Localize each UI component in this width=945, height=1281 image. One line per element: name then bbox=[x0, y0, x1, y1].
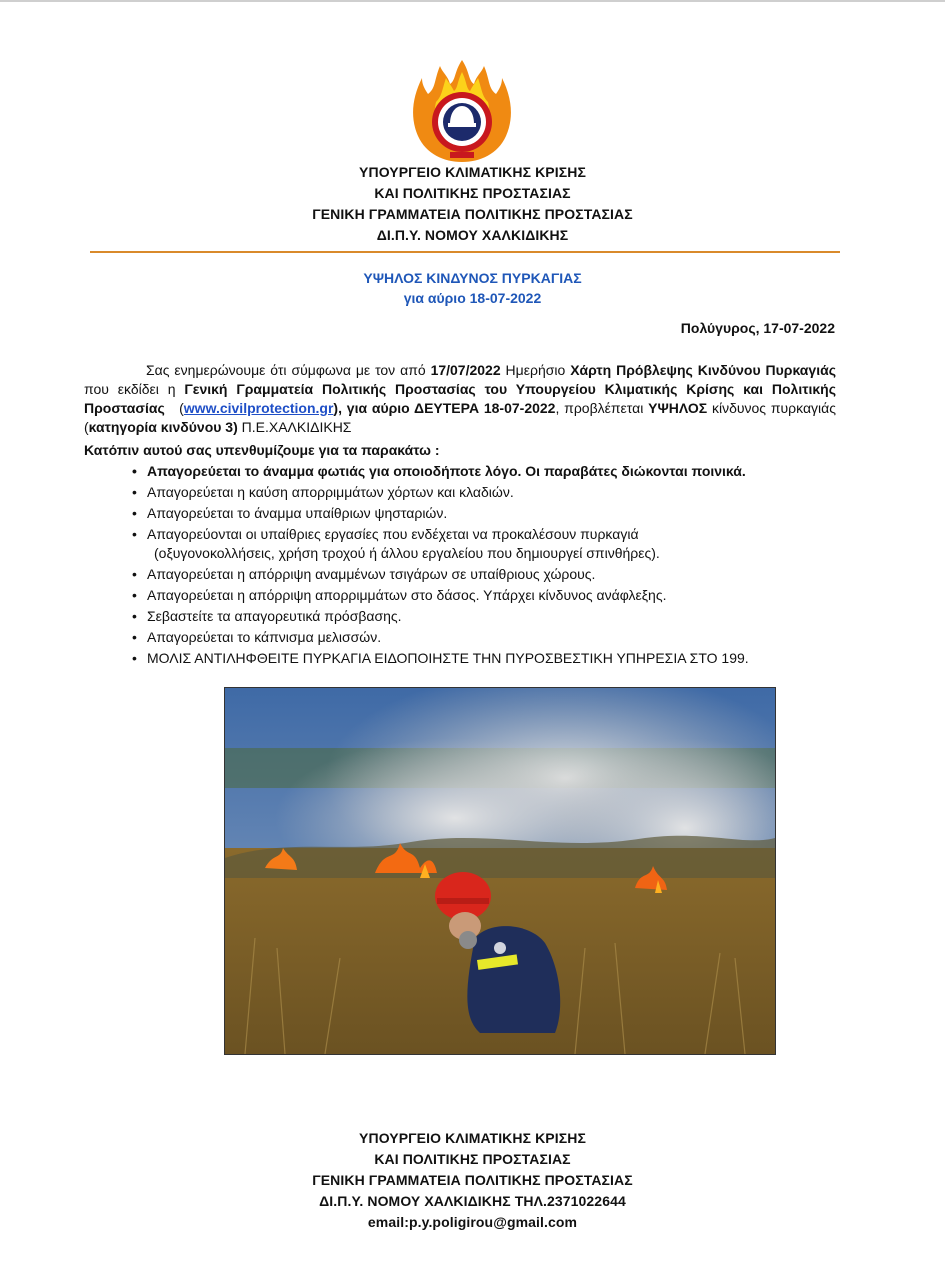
list-item-text: Απαγορεύονται οι υπαίθριες εργασίες που ενδέχεται να προκαλέσουν πυρκαγιά bbox=[147, 526, 639, 542]
para-text-2: Ημερήσιο bbox=[500, 362, 571, 378]
list-item: • ΜΟΛΙΣ ΑΝΤΙΛΗΦΘΕΙΤΕ ΠΥΡΚΑΓΙΑ ΕΙΔΟΠΟΙΗΣΤΕ ΤΗΝ ΠΥΡΟΣΒΕΣΤΙΚΗ ΥΠΗΡΕΣΙΑ ΣΤΟ 199. bbox=[130, 649, 850, 668]
civil-protection-flame-emblem-icon bbox=[410, 58, 514, 164]
para-text-6: , προβλέπεται bbox=[555, 400, 649, 416]
para-text-7: κίνδυνος πυρκαγιάς ( bbox=[84, 400, 837, 435]
para-map: Χάρτη Πρόβλεψης Κινδύνου Πυρκαγιάς bbox=[570, 362, 836, 378]
footer-ministry: ΥΠΟΥΡΓΕΙΟ ΚΛΙΜΑΤΙΚΗΣ ΚΡΙΣΗΣ bbox=[359, 1130, 586, 1146]
footer-block bbox=[0, 1128, 945, 1233]
header-directorate: ΔΙ.Π.Υ. ΝΟΜΟΥ ΧΑΛΚΙΔΙΚΗΣ bbox=[376, 227, 569, 243]
rules-list bbox=[130, 462, 850, 670]
header-block bbox=[0, 162, 945, 246]
header-ministry: ΥΠΟΥΡΓΕΙΟ ΚΛΙΜΑΤΙΚΗΣ ΚΡΙΣΗΣ bbox=[359, 164, 586, 180]
alert-subtitle: για αύριο 18-07-2022 bbox=[403, 290, 542, 306]
para-text-3: που εκδίδει η bbox=[84, 381, 185, 397]
firefighter-photo bbox=[224, 687, 776, 1055]
para-level: ΥΨΗΛΟΣ bbox=[648, 400, 708, 416]
para-text-8: Π.Ε.ΧΑΛΚΙΔΙΚΗΣ bbox=[237, 419, 352, 435]
civilprotection-link[interactable]: www.civilprotection.gr bbox=[183, 400, 334, 416]
footer-secretariat: ΓΕΝΙΚΗ ΓΡΑΜΜΑΤΕΙΑ ΠΟΛΙΤΙΚΗΣ ΠΡΟΣΤΑΣΙΑΣ bbox=[312, 1172, 633, 1188]
list-item: • Σεβαστείτε τα απαγορευτικά πρόσβασης. bbox=[130, 607, 850, 626]
list-item: • Απαγορεύεται το άναμμα φωτιάς για οποιοδήποτε λόγο. Οι παραβάτες διώκονται ποινικά. bbox=[130, 462, 850, 481]
list-item: • Απαγορεύεται η απόρριψη απορριμμάτων στο δάσος. Υπάρχει κίνδυνος ανάφλεξης. bbox=[130, 586, 850, 605]
list-item bbox=[130, 525, 850, 563]
para-gsp: Γενική Γραμματεία Πολιτικής Προστασίας του Υπουργείου Κλιματικής Κρίσης και Πολιτικής Προστασίας bbox=[84, 381, 836, 416]
list-item: • Απαγορεύεται η καύση απορριμμάτων χόρτων και κλαδιών. bbox=[130, 483, 850, 502]
top-border bbox=[0, 0, 945, 2]
list-item: • Απαγορεύεται το άναμμα υπαίθριων ψησταριών. bbox=[130, 504, 850, 523]
para-text-1: Σας ενημερώνουμε ότι σύμφωνα με τον από bbox=[146, 362, 431, 378]
reminder-line: Κατόπιν αυτού σας υπενθυμίζουμε για τα παρακάτω : bbox=[84, 442, 440, 458]
para-date: 17/07/2022 bbox=[430, 362, 501, 378]
list-item: • Απαγορεύεται η απόρριψη αναμμένων τσιγάρων σε υπαίθριους χώρους. bbox=[130, 565, 850, 584]
header-divider bbox=[90, 251, 840, 253]
list-item: • Απαγορεύεται το κάπνισμα μελισσών. bbox=[130, 628, 850, 647]
dateline: Πολύγυρος, 17-07-2022 bbox=[680, 320, 835, 336]
para-text-4: ( bbox=[164, 400, 184, 416]
header-ministry-2: ΚΑΙ ΠΟΛΙΤΙΚΗΣ ΠΡΟΣΤΑΣΙΑΣ bbox=[374, 185, 571, 201]
footer-directorate-phone: ΔΙ.Π.Υ. ΝΟΜΟΥ ΧΑΛΚΙΔΙΚΗΣ ΤΗΛ.2371022644 bbox=[319, 1193, 626, 1209]
list-item-continuation: (οξυγονοκολλήσεις, χρήση τροχού ή άλλου εργαλείου που δημιουργεί σπινθήρες). bbox=[154, 545, 660, 561]
para-category: κατηγορία κινδύνου 3) bbox=[88, 419, 238, 435]
footer-ministry-2: ΚΑΙ ΠΟΛΙΤΙΚΗΣ ΠΡΟΣΤΑΣΙΑΣ bbox=[374, 1151, 571, 1167]
para-day: ΔΕΥΤΕΡΑ 18-07-2022 bbox=[414, 400, 556, 416]
footer-email[interactable]: email:p.y.poligirou@gmail.com bbox=[367, 1214, 578, 1230]
header-secretariat: ΓΕΝΙΚΗ ΓΡΑΜΜΑΤΕΙΑ ΠΟΛΙΤΙΚΗΣ ΠΡΟΣΤΑΣΙΑΣ bbox=[312, 206, 633, 222]
notice-paragraph bbox=[84, 361, 836, 437]
para-text-5: ), για αύριο bbox=[333, 400, 415, 416]
alert-title: ΥΨΗΛΟΣ ΚΙΝΔΥΝΟΣ ΠΥΡΚΑΓΙΑΣ bbox=[363, 270, 582, 286]
